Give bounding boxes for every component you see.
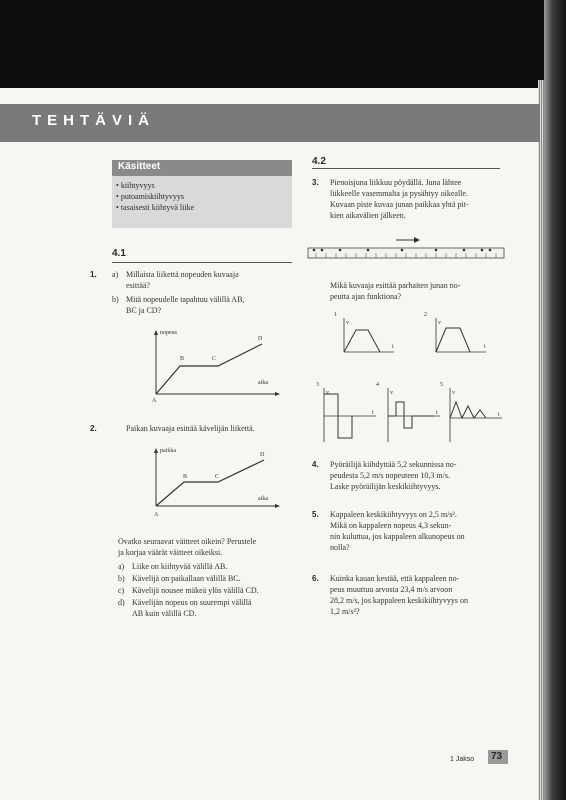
section-rule-right <box>312 168 500 169</box>
q1-b-line: Mitä nopeudelle tapahtuu välillä AB, <box>126 295 245 304</box>
section-heading-left: 4.1 <box>112 248 126 259</box>
question-number: 2. <box>90 424 97 433</box>
q2-option-text: Liike on kiihtyvää välillä AB. <box>132 562 228 571</box>
concept-item: • putoamiskiihtyvyys <box>116 191 194 202</box>
q3-axis-t: t <box>436 410 438 416</box>
q3-graph-5 <box>444 388 504 444</box>
q2-option-label: d) <box>118 598 125 607</box>
question-number: 4. <box>312 460 319 469</box>
q3-axis-v: v <box>438 320 441 326</box>
scan-top-edge <box>0 0 566 88</box>
q2-option-text: Kävelijä nousee mäkeä ylös välillä CD. <box>132 586 259 595</box>
q1-a-line: Millaista liikettä nopeuden kuvaaja <box>126 270 239 279</box>
q2-graph-ylabel: paikka <box>160 448 176 454</box>
q3-graph-3 <box>318 388 378 444</box>
q3-graph-number: 3 <box>316 382 319 388</box>
q3-line: Kuvaan piste kuvaa junan paikkaa yhtä pit- <box>330 200 469 209</box>
banner-title: TEHTÄVIÄ <box>32 112 155 129</box>
page-number-box <box>488 750 508 764</box>
concepts-header <box>112 160 292 176</box>
q3-axis-v: v <box>346 320 349 326</box>
concepts-title: Käsitteet <box>118 161 161 172</box>
q2-option-label: b) <box>118 574 125 583</box>
q5-line: Kappaleen keskikiihtyvyys on 2,5 m/s². <box>330 510 457 519</box>
q3-graph-number: 2 <box>424 312 427 318</box>
q3-train-track-figure <box>306 234 506 264</box>
q3-axis-v: v <box>326 390 329 396</box>
question-number: 5. <box>312 510 319 519</box>
q1-a-line: esittää? <box>126 281 150 290</box>
q3-line: liikkeelle vasemmalta ja pysähtyy oikealle. <box>330 189 468 198</box>
q4-line: Laske pyöräilijän keskikiihtyvyys. <box>330 482 441 491</box>
q2-option-label: c) <box>118 586 125 595</box>
q2-point-c: C <box>215 474 220 480</box>
q5-line: nolla? <box>330 543 350 552</box>
q2-point-b: B <box>183 474 188 480</box>
q3-line: kien aikavälien jälkeen. <box>330 211 406 220</box>
q6-line: peus muuttuu arvosta 23,4 m/s arvoon <box>330 585 453 594</box>
q3-graph-number: 4 <box>376 382 379 388</box>
q1-point-d: D <box>258 336 263 342</box>
q1-graph-xlabel: aika <box>258 380 268 386</box>
page-number: 73 <box>491 751 503 762</box>
q2-text-line: ja korjaa väärät väitteet oikeiksi. <box>118 548 223 557</box>
q1-point-b: B <box>180 356 185 362</box>
chapter-label: 1 Jakso <box>450 756 475 763</box>
q3-line: Pienoisjuna liikkuu pöydällä. Juna lähtee <box>330 178 462 187</box>
q6-line: 28,2 m/s, jos kappaleen keskikiihtyvyys on <box>330 596 468 605</box>
q4-line: peudesta 5,2 m/s nopeuteen 10,3 m/s. <box>330 471 450 480</box>
q3-axis-t: t <box>372 410 374 416</box>
q3-axis-t: t <box>484 344 486 350</box>
question-number: 1. <box>90 270 97 279</box>
q6-line: 1,2 m/s²? <box>330 607 360 616</box>
q2-option-text: Kävelijä on paikallaan välillä BC. <box>132 574 241 583</box>
q2-point-d: D <box>260 452 265 458</box>
q5-line: Mikä on kappaleen nopeus 4,3 sekun- <box>330 521 452 530</box>
book-spine-shadow <box>544 0 566 800</box>
q3-question-line: Mikä kuvaaja esittää parhaiten junan no- <box>330 281 461 290</box>
q1-point-a: A <box>152 398 157 404</box>
q2-option-text: Kävelijän nopeus on suurempi välillä <box>132 598 252 607</box>
q1-b-line: BC ja CD? <box>126 306 162 315</box>
concept-item: • kiihtyvyys <box>116 180 194 191</box>
q1-point-c: C <box>212 356 217 362</box>
q3-question-line: peutta ajan funktiona? <box>330 292 402 301</box>
q1-graph-ylabel: nopeus <box>160 330 177 336</box>
q2-option-label: a) <box>118 562 125 571</box>
q4-line: Pyöräilijä kiihdyttää 5,2 sekunnissa no- <box>330 460 457 469</box>
question-number: 6. <box>312 574 319 583</box>
q3-axis-v: v <box>390 390 393 396</box>
q2-graph-xlabel: aika <box>258 496 268 502</box>
q3-graph-4 <box>382 388 442 444</box>
concept-item: • tasaisesti kiihtyvä liike <box>116 202 194 213</box>
q2-line: Paikan kuvaaja esittää kävelijän liikettä. <box>126 424 255 433</box>
q3-graph-number: 5 <box>440 382 443 388</box>
q1-a-label: a) <box>112 270 119 279</box>
concepts-list <box>116 180 194 213</box>
q3-axis-t: t <box>392 344 394 350</box>
section-rule-left <box>112 262 292 263</box>
q5-line: nin kuluttua, jos kappaleen alkunopeus on <box>330 532 465 541</box>
question-number: 3. <box>312 178 319 187</box>
q3-graph-number: 1 <box>334 312 337 318</box>
section-heading-right: 4.2 <box>312 156 326 167</box>
q6-line: Kuinka kauan kestää, että kappaleen no- <box>330 574 460 583</box>
q2-option-text: AB kuin välillä CD. <box>132 609 197 618</box>
q3-axis-v: v <box>452 390 455 396</box>
q1-b-label: b) <box>112 295 119 304</box>
q2-text-line: Ovatko seuraavat väitteet oikein? Perustele <box>118 537 257 546</box>
q3-axis-t: t <box>498 412 500 418</box>
q2-point-a: A <box>154 512 159 518</box>
